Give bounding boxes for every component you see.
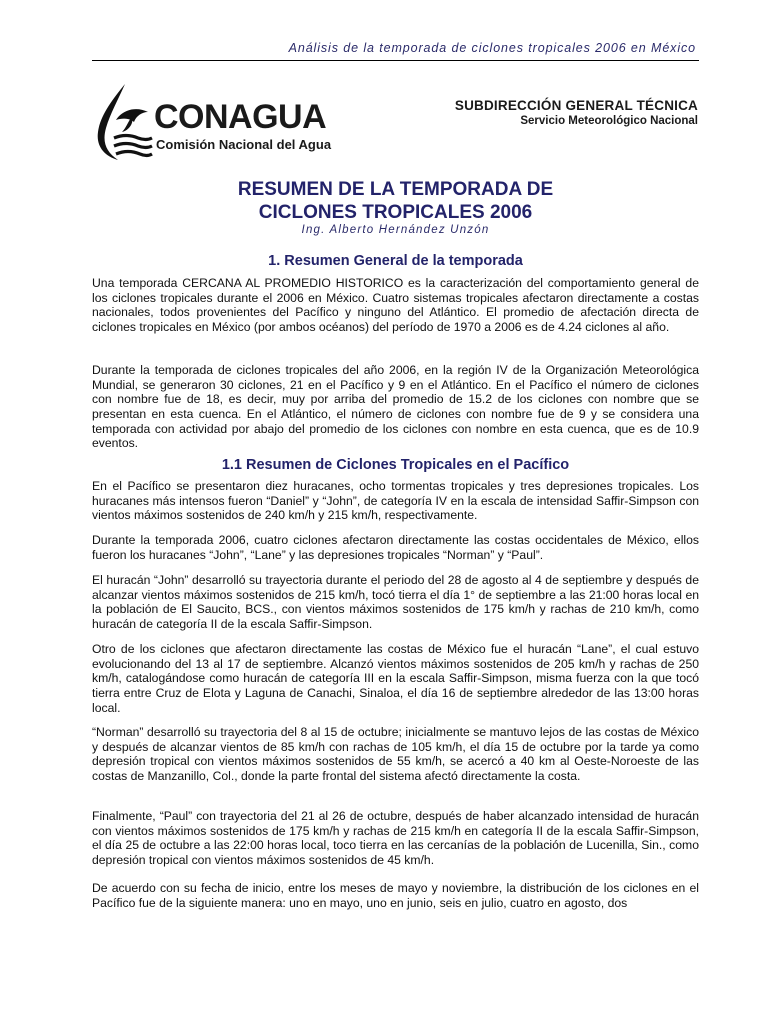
paragraph: De acuerdo con su fecha de inicio, entre los meses de mayo y noviembre, la distribución de los ciclones en el Pacífico fue de la siguiente manera: uno en mayo, uno en junio, seis en julio, cuatro en agosto, dos [92, 881, 699, 910]
paragraph: Otro de los ciclones que afectaron directamente las costas de México fue el huracán “Lane”, el cual estuvo evolucionando del 13 al 17 de septiembre. Alcanzó vientos máximos sostenidos de 205 km/h y rachas de 250 km/h, catalogándose como huracán de categoría III en la escala Saffir-Simpson, misma fuerza con la que tocó tierra entre Cruz de Elota y Laguna de Canachi, Sinaloa, el día 16 de septiembre alrededor de las 13:00 horas local. [92, 642, 699, 715]
conagua-logo [92, 82, 342, 162]
document-author: Ing. Alberto Hernández Unzón [301, 224, 490, 236]
paragraph: Finalmente, “Paul” con trayectoria del 21 al 26 de octubre, después de haber alcanzado intensidad de huracán con vientos máximos sostenidos de 175 km/h y rachas de 215 km/h en categoría II de la escala Saffir-Simpson, el día 25 de octubre a las 22:00 horas local, toco tierra en las cercanías de la población de Lucenilla, Sin., como depresión tropical con vientos máximos sostenidos de 45 km/h. [92, 809, 699, 867]
logo-subtitle: Comisión Nacional del Agua [156, 137, 332, 152]
conagua-emblem-icon [92, 82, 154, 162]
paragraph: “Norman” desarrolló su trayectoria del 8 al 15 de octubre; inicialmente se mantuvo lejos de las costas de México y después de alcanzar vientos de 85 km/h con rachas de 105 km/h, el día 15 de octubre por la tarde ya como depresión tropical con vientos máximos sostenidos de 55 km/h, se acercó a 40 km al Oeste-Noroeste de las costas de Manzanillo, Col., donde la parte frontal del sistema afectó directamente la costa. [92, 725, 699, 783]
section-1-1-heading: 1.1 Resumen de Ciclones Tropicales en el Pacífico [221, 457, 570, 473]
section-1-heading: 1. Resumen General de la temporada [268, 253, 523, 269]
title-line-1: RESUMEN DE LA TEMPORADA DE [237, 179, 554, 200]
org-block [455, 98, 698, 127]
header-rule [92, 60, 699, 61]
org-sub: Servicio Meteorológico Nacional [520, 115, 698, 127]
paragraph: Durante la temporada 2006, cuatro ciclones afectaron directamente las costas occidentales de México, ellos fueron los huracanes “John”, “Lane” y las depresiones tropicales “Norman” y “Paul”. [92, 533, 699, 562]
title-line-2: CICLONES TROPICALES 2006 [258, 202, 533, 223]
paragraph: En el Pacífico se presentaron diez huracanes, ocho tormentas tropicales y tres depresiones tropicales. Los huracanes más intensos fueron “Daniel” y “John”, de categoría IV en la escala de intensidad Saffir-Simpson con vientos máximos sostenidos de 240 km/h y 215 km/h, respectivamente. [92, 479, 699, 523]
document-title [92, 178, 699, 224]
paragraph: El huracán “John” desarrolló su trayectoria durante el periodo del 28 de agosto al 4 de septiembre y después de alcanzar vientos máximos sostenidos de 215 km/h, tocó tierra el día 1° de septiembre a las 21:00 horas local en la población de El Saucito, BCS., con vientos máximos sostenidos de 175 km/h y rachas de 210 km/h, como huracán de categoría II de la escala Saffir-Simpson. [92, 573, 699, 631]
running-header: Análisis de la temporada de ciclones tropicales 2006 en México [288, 41, 696, 55]
paragraph: Una temporada CERCANA AL PROMEDIO HISTORICO es la caracterización del comportamiento general de los ciclones tropicales durante el 2006 en México. Cuatro sistemas tropicales afectaron directamente a costas nacionales, todos provenientes del Pacífico y ninguno del Atlántico. El promedio de afectación directa de ciclones tropicales en México (por ambos océanos) del período de 1970 a 2006 es de 4.24 ciclones al año. [92, 276, 699, 334]
paragraph: Durante la temporada de ciclones tropicales del año 2006, en la región IV de la Organización Meteorológica Mundial, se generaron 30 ciclones, 21 en el Pacífico y 9 en el Atlántico. En el Pacífico el número de ciclones con nombre fue de 18, es decir, muy por arriba del promedio de 15.2 de los ciclones con nombre que se presentan en esta cuenca. En el Atlántico, el número de ciclones con nombre fue de 9 y se considera una temporada con actividad por abajo del promedio de los ciclones con nombre en esta cuenca, que es de 10.9 eventos. [92, 363, 699, 451]
logo-name: CONAGUA [154, 98, 327, 136]
org-main: SUBDIRECCIÓN GENERAL TÉCNICA [454, 98, 698, 113]
